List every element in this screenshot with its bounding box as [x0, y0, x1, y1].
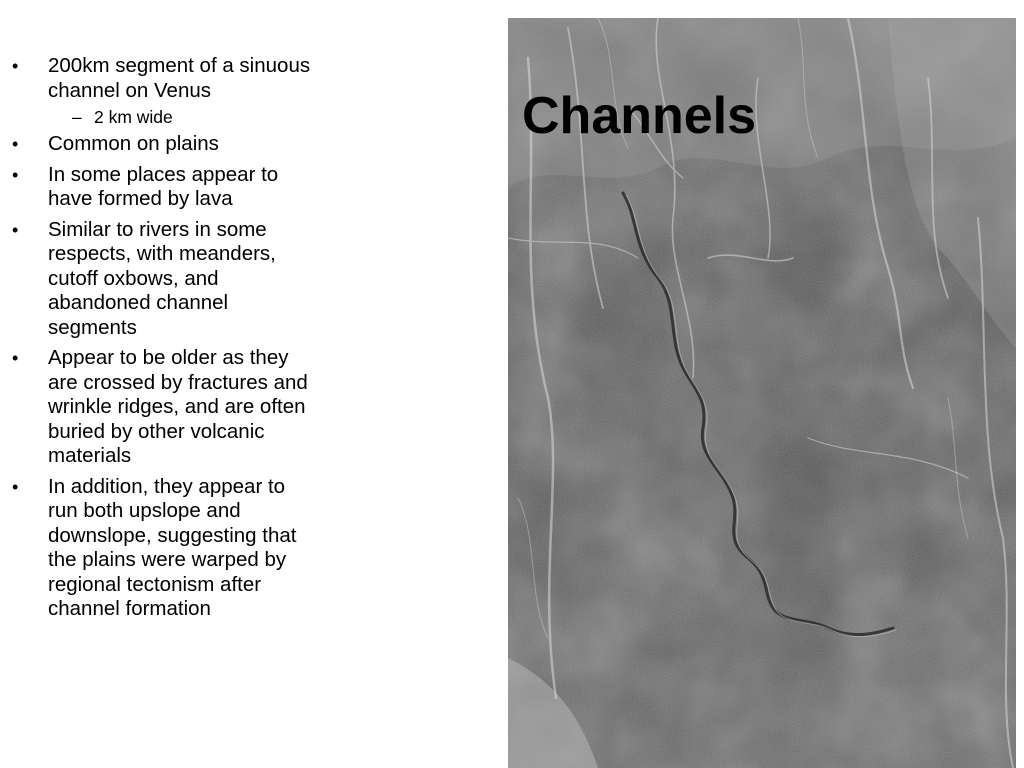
bullet-item: • In addition, they appear to run both upslope and downslope, suggesting that the plains were warped by regional tectonism after channel formation [10, 475, 320, 622]
bullet-item: • Similar to rivers in some respects, with meanders, cutoff oxbows, and abandoned channel segments [10, 218, 320, 341]
sub-bullet-item: – 2 km wide [10, 106, 320, 128]
bullet-item: • In some places appear to have formed by lava [10, 163, 320, 212]
bullet-item: • Common on plains [10, 132, 320, 157]
bullet-item: • Appear to be older as they are crossed by fractures and wrinkle ridges, and are often buried by other volcanic materials [10, 346, 320, 469]
bullet-item: • 200km segment of a sinuous channel on Venus [10, 54, 320, 103]
slide-title: Channels [522, 87, 757, 145]
bullet-list [10, 54, 320, 628]
